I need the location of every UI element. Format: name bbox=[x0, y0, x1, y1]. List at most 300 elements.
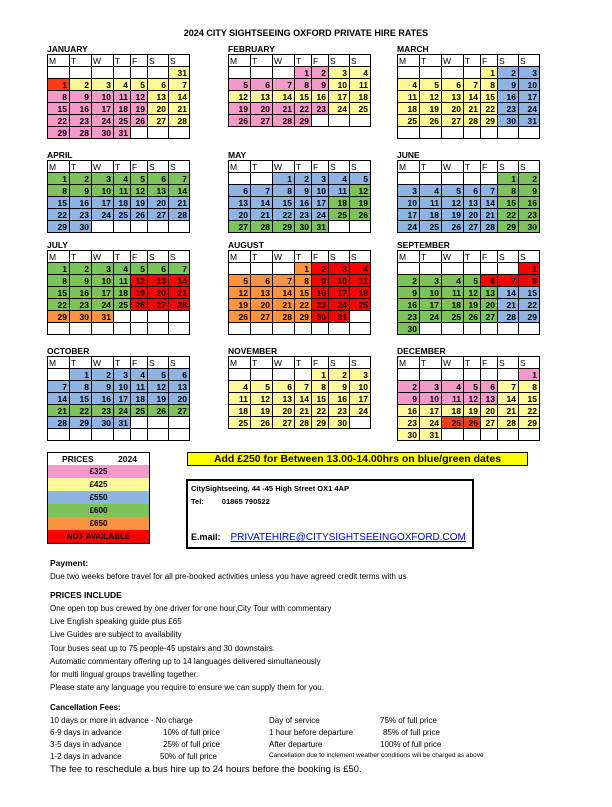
tel-label: Tel: bbox=[191, 497, 204, 506]
date-cell: 8 bbox=[295, 275, 312, 287]
date-cell: 3 bbox=[398, 185, 420, 197]
prices-include-line: Automatic commentary offering up to 14 languages delivered simultaneously bbox=[50, 656, 321, 666]
date-cell: 15 bbox=[295, 91, 312, 103]
month-name: MAY bbox=[228, 150, 247, 160]
date-cell: 22 bbox=[273, 209, 295, 221]
empty-cell bbox=[519, 323, 540, 335]
date-cell: 26 bbox=[131, 299, 148, 311]
empty-cell bbox=[442, 127, 464, 139]
date-cell: 9 bbox=[498, 79, 519, 91]
weekday-header: M bbox=[48, 161, 70, 173]
week-row bbox=[229, 275, 371, 287]
date-cell: 24 bbox=[92, 115, 114, 127]
date-cell: 30 bbox=[498, 115, 519, 127]
date-cell: 11 bbox=[114, 275, 131, 287]
date-cell: 17 bbox=[114, 393, 131, 405]
date-cell: 14 bbox=[273, 91, 295, 103]
week-row bbox=[398, 323, 540, 335]
date-cell: 19 bbox=[148, 393, 169, 405]
empty-cell bbox=[350, 417, 371, 429]
weekday-header: T bbox=[295, 55, 312, 67]
prices-include-line: for multi lingual groups travelling together. bbox=[50, 670, 199, 679]
empty-cell bbox=[251, 369, 273, 381]
date-cell: 6 bbox=[481, 381, 498, 393]
empty-cell bbox=[131, 127, 148, 139]
date-cell: 24 bbox=[329, 103, 350, 115]
empty-cell bbox=[464, 369, 481, 381]
date-cell: 2 bbox=[312, 67, 329, 79]
date-cell: 8 bbox=[70, 381, 92, 393]
date-cell: 12 bbox=[464, 287, 481, 299]
date-cell: 19 bbox=[251, 405, 273, 417]
empty-cell bbox=[519, 127, 540, 139]
weekday-header: M bbox=[48, 55, 70, 67]
contact-email bbox=[191, 532, 466, 543]
date-cell: 22 bbox=[70, 405, 92, 417]
date-cell: 24 bbox=[312, 209, 329, 221]
empty-cell bbox=[92, 67, 114, 79]
date-cell: 22 bbox=[519, 299, 540, 311]
date-cell: 16 bbox=[312, 91, 329, 103]
cancel-right-label: Day of service bbox=[269, 716, 320, 725]
date-cell: 7 bbox=[498, 275, 519, 287]
week-row bbox=[398, 381, 540, 393]
week-row bbox=[229, 405, 371, 417]
date-cell: 26 bbox=[442, 221, 464, 233]
date-cell: 10 bbox=[519, 79, 540, 91]
week-row bbox=[229, 221, 371, 233]
week-row bbox=[398, 79, 540, 91]
week-row bbox=[398, 263, 540, 275]
weekday-header: S bbox=[329, 161, 350, 173]
empty-cell bbox=[169, 127, 190, 139]
week-row bbox=[229, 381, 371, 393]
empty-cell bbox=[398, 67, 420, 79]
weekday-header: F bbox=[312, 251, 329, 263]
weekday-header: F bbox=[312, 161, 329, 173]
cancel-left-label: 10 days or more in advance - No charge bbox=[50, 716, 193, 725]
weekday-header: T bbox=[295, 357, 312, 369]
date-cell: 9 bbox=[295, 185, 312, 197]
date-cell: 3 bbox=[420, 381, 442, 393]
weekday-header: T bbox=[295, 251, 312, 263]
empty-cell bbox=[70, 429, 92, 441]
week-row bbox=[48, 275, 190, 287]
legend-item: £425 bbox=[48, 478, 149, 491]
date-cell: 20 bbox=[169, 393, 190, 405]
week-row bbox=[229, 263, 371, 275]
date-cell: 5 bbox=[131, 263, 148, 275]
date-cell: 30 bbox=[312, 311, 329, 323]
date-cell: 26 bbox=[420, 115, 442, 127]
week-row bbox=[48, 369, 190, 381]
empty-cell bbox=[350, 221, 371, 233]
empty-cell bbox=[114, 67, 131, 79]
weekday-header-row bbox=[48, 357, 190, 369]
week-row bbox=[398, 185, 540, 197]
date-cell: 9 bbox=[398, 393, 420, 405]
date-cell: 8 bbox=[312, 381, 329, 393]
weekday-header: S bbox=[498, 357, 519, 369]
email-link[interactable]: PRIVATEHIRE@CITYSIGHTSEEINGOXFORD.COM bbox=[230, 532, 466, 543]
date-cell: 31 bbox=[329, 311, 350, 323]
weekday-header: T bbox=[70, 161, 92, 173]
week-row bbox=[229, 311, 371, 323]
weekday-header: T bbox=[114, 161, 131, 173]
week-row bbox=[229, 299, 371, 311]
empty-cell bbox=[481, 323, 498, 335]
date-cell: 9 bbox=[92, 381, 114, 393]
week-row bbox=[229, 79, 371, 91]
page-title: 2024 CITY SIGHTSEEING OXFORD PRIVATE HIRE RATES bbox=[183, 28, 429, 38]
weekday-header: W bbox=[273, 251, 295, 263]
date-cell: 18 bbox=[114, 103, 131, 115]
date-cell: 6 bbox=[148, 263, 169, 275]
weekday-header: S bbox=[148, 357, 169, 369]
empty-cell bbox=[92, 323, 114, 335]
weekday-header: M bbox=[48, 251, 70, 263]
date-cell: 13 bbox=[481, 393, 498, 405]
date-cell: 8 bbox=[48, 185, 70, 197]
date-cell: 6 bbox=[229, 185, 251, 197]
empty-cell bbox=[329, 323, 350, 335]
date-cell: 22 bbox=[312, 405, 329, 417]
date-cell: 21 bbox=[48, 405, 70, 417]
empty-cell bbox=[114, 429, 131, 441]
date-cell: 12 bbox=[442, 197, 464, 209]
week-row bbox=[48, 127, 190, 139]
weekday-header: S bbox=[519, 55, 540, 67]
date-cell: 27 bbox=[148, 299, 169, 311]
cancel-left-label: 3-5 days in advance bbox=[50, 740, 122, 749]
date-cell: 30 bbox=[70, 311, 92, 323]
date-cell: 13 bbox=[251, 287, 273, 299]
date-cell: 4 bbox=[442, 381, 464, 393]
date-cell: 31 bbox=[114, 127, 131, 139]
date-cell: 30 bbox=[398, 323, 420, 335]
date-cell: 5 bbox=[131, 79, 148, 91]
date-cell: 13 bbox=[251, 91, 273, 103]
legend-header-prices: PRICES bbox=[62, 454, 94, 464]
weekday-header: W bbox=[442, 251, 464, 263]
date-cell: 13 bbox=[148, 185, 169, 197]
month-october bbox=[47, 346, 188, 441]
empty-cell bbox=[131, 311, 148, 323]
week-row bbox=[398, 405, 540, 417]
empty-cell bbox=[169, 311, 190, 323]
date-cell: 22 bbox=[481, 103, 498, 115]
date-cell: 6 bbox=[148, 173, 169, 185]
cancel-right-value: 100% of full price bbox=[380, 740, 442, 749]
empty-cell bbox=[464, 67, 481, 79]
empty-cell bbox=[229, 323, 251, 335]
week-row bbox=[229, 209, 371, 221]
weekday-header: T bbox=[70, 55, 92, 67]
empty-cell bbox=[169, 429, 190, 441]
date-cell: 1 bbox=[481, 67, 498, 79]
weekday-header: T bbox=[114, 251, 131, 263]
weekday-header: S bbox=[329, 55, 350, 67]
date-cell: 25 bbox=[350, 299, 371, 311]
month-table bbox=[47, 250, 190, 335]
date-cell: 30 bbox=[519, 221, 540, 233]
date-cell: 6 bbox=[442, 79, 464, 91]
date-cell: 18 bbox=[442, 405, 464, 417]
weekday-header: S bbox=[350, 55, 371, 67]
month-name: MARCH bbox=[397, 44, 429, 54]
date-cell: 11 bbox=[420, 197, 442, 209]
legend-header-year: 2024 bbox=[118, 454, 137, 464]
week-row bbox=[398, 311, 540, 323]
date-cell: 14 bbox=[498, 287, 519, 299]
empty-cell bbox=[420, 173, 442, 185]
date-cell: 16 bbox=[295, 197, 312, 209]
week-row bbox=[398, 393, 540, 405]
weekday-header: T bbox=[420, 161, 442, 173]
tel-number: 01865 790522 bbox=[221, 497, 270, 506]
date-cell: 13 bbox=[273, 393, 295, 405]
date-cell: 26 bbox=[229, 115, 251, 127]
weekday-header: S bbox=[169, 55, 190, 67]
date-cell: 13 bbox=[481, 287, 498, 299]
cancel-left-value: 50% of full price bbox=[160, 752, 217, 761]
week-row bbox=[229, 323, 371, 335]
date-cell: 11 bbox=[114, 185, 131, 197]
date-cell: 7 bbox=[169, 173, 190, 185]
week-row bbox=[48, 405, 190, 417]
date-cell: 17 bbox=[312, 197, 329, 209]
date-cell: 10 bbox=[312, 185, 329, 197]
date-cell: 4 bbox=[131, 369, 148, 381]
weekday-header: T bbox=[251, 55, 273, 67]
week-row bbox=[229, 115, 371, 127]
weekday-header: S bbox=[148, 161, 169, 173]
date-cell: 10 bbox=[92, 185, 114, 197]
date-cell: 29 bbox=[295, 311, 312, 323]
week-row bbox=[48, 103, 190, 115]
empty-cell bbox=[169, 323, 190, 335]
date-cell: 1 bbox=[498, 173, 519, 185]
empty-cell bbox=[131, 221, 148, 233]
date-cell: 8 bbox=[48, 91, 70, 103]
month-january bbox=[47, 44, 188, 139]
weekday-header: S bbox=[519, 251, 540, 263]
surcharge-banner: Add £250 for Between 13.00-14.00hrs on blue/green dates bbox=[187, 452, 528, 466]
date-cell: 7 bbox=[481, 185, 498, 197]
weekday-header: W bbox=[92, 357, 114, 369]
week-row bbox=[48, 263, 190, 275]
date-cell: 14 bbox=[48, 393, 70, 405]
week-row bbox=[229, 103, 371, 115]
weekday-header: S bbox=[148, 55, 169, 67]
date-cell: 17 bbox=[329, 91, 350, 103]
week-row bbox=[229, 173, 371, 185]
week-row bbox=[48, 393, 190, 405]
date-cell: 15 bbox=[312, 393, 329, 405]
weekday-header: F bbox=[131, 357, 148, 369]
date-cell: 18 bbox=[442, 299, 464, 311]
month-table bbox=[228, 356, 371, 429]
date-cell: 1 bbox=[295, 263, 312, 275]
weekday-header: S bbox=[350, 251, 371, 263]
prices-include-line: Please state any language you require to ensure we can supply them for you. bbox=[50, 683, 324, 693]
weekday-header: S bbox=[329, 251, 350, 263]
date-cell: 5 bbox=[420, 79, 442, 91]
date-cell: 3 bbox=[92, 173, 114, 185]
date-cell: 29 bbox=[48, 221, 70, 233]
month-table bbox=[47, 356, 190, 441]
date-cell: 27 bbox=[148, 209, 169, 221]
date-cell: 7 bbox=[169, 79, 190, 91]
week-row bbox=[48, 79, 190, 91]
week-row bbox=[398, 197, 540, 209]
empty-cell bbox=[398, 369, 420, 381]
week-row bbox=[229, 393, 371, 405]
date-cell: 13 bbox=[169, 381, 190, 393]
date-cell: 4 bbox=[114, 263, 131, 275]
weekday-header: T bbox=[114, 357, 131, 369]
date-cell: 10 bbox=[114, 381, 131, 393]
date-cell: 14 bbox=[498, 393, 519, 405]
date-cell: 14 bbox=[251, 197, 273, 209]
week-row bbox=[48, 311, 190, 323]
date-cell: 22 bbox=[498, 209, 519, 221]
weekday-header: W bbox=[92, 55, 114, 67]
date-cell: 25 bbox=[114, 115, 131, 127]
date-cell: 5 bbox=[442, 185, 464, 197]
empty-cell bbox=[251, 67, 273, 79]
empty-cell bbox=[420, 127, 442, 139]
empty-cell bbox=[481, 429, 498, 441]
week-row bbox=[398, 91, 540, 103]
date-cell: 12 bbox=[131, 275, 148, 287]
date-cell: 19 bbox=[464, 405, 481, 417]
weekday-header: W bbox=[442, 55, 464, 67]
date-cell: 26 bbox=[229, 311, 251, 323]
date-cell: 30 bbox=[92, 127, 114, 139]
empty-cell bbox=[131, 417, 148, 429]
weekday-header-row bbox=[48, 251, 190, 263]
weekday-header: W bbox=[273, 55, 295, 67]
date-cell: 13 bbox=[229, 197, 251, 209]
date-cell: 23 bbox=[295, 209, 312, 221]
empty-cell bbox=[148, 429, 169, 441]
week-row bbox=[48, 91, 190, 103]
month-may bbox=[228, 150, 369, 233]
date-cell: 29 bbox=[273, 221, 295, 233]
date-cell: 13 bbox=[148, 275, 169, 287]
empty-cell bbox=[251, 173, 273, 185]
weekday-header: T bbox=[464, 55, 481, 67]
empty-cell bbox=[48, 323, 70, 335]
date-cell: 30 bbox=[295, 221, 312, 233]
weekday-header: S bbox=[329, 357, 350, 369]
date-cell: 25 bbox=[329, 209, 350, 221]
date-cell: 3 bbox=[114, 369, 131, 381]
date-cell: 28 bbox=[464, 115, 481, 127]
contact-box bbox=[186, 479, 474, 549]
empty-cell bbox=[48, 429, 70, 441]
date-cell: 2 bbox=[295, 173, 312, 185]
date-cell: 22 bbox=[295, 299, 312, 311]
date-cell: 8 bbox=[498, 185, 519, 197]
date-cell: 21 bbox=[169, 287, 190, 299]
date-cell: 5 bbox=[464, 381, 481, 393]
date-cell: 14 bbox=[169, 275, 190, 287]
date-cell: 18 bbox=[350, 91, 371, 103]
date-cell: 12 bbox=[131, 91, 148, 103]
weekday-header: F bbox=[131, 55, 148, 67]
date-cell: 20 bbox=[273, 405, 295, 417]
date-cell: 7 bbox=[498, 381, 519, 393]
date-cell: 2 bbox=[312, 263, 329, 275]
date-cell: 19 bbox=[464, 299, 481, 311]
weekday-header-row bbox=[48, 55, 190, 67]
week-row bbox=[398, 127, 540, 139]
date-cell: 29 bbox=[312, 417, 329, 429]
date-cell: 28 bbox=[498, 311, 519, 323]
empty-cell bbox=[48, 369, 70, 381]
week-row bbox=[48, 185, 190, 197]
empty-cell bbox=[114, 311, 131, 323]
empty-cell bbox=[350, 115, 371, 127]
weekday-header: S bbox=[169, 161, 190, 173]
date-cell: 6 bbox=[273, 381, 295, 393]
date-cell: 25 bbox=[442, 311, 464, 323]
month-table bbox=[47, 160, 190, 233]
date-cell: 13 bbox=[442, 91, 464, 103]
date-cell: 6 bbox=[169, 369, 190, 381]
date-cell: 4 bbox=[350, 67, 371, 79]
date-cell: 7 bbox=[251, 185, 273, 197]
empty-cell bbox=[498, 263, 519, 275]
cancel-left-label: 1-2 days in advance bbox=[50, 752, 122, 761]
date-cell: 10 bbox=[398, 197, 420, 209]
prices-include-line: Tour buses seat up to 75 people-45 upstairs and 30 downstairs. bbox=[50, 643, 276, 653]
date-cell: 23 bbox=[519, 209, 540, 221]
date-cell: 18 bbox=[114, 287, 131, 299]
date-cell: 3 bbox=[420, 275, 442, 287]
weekday-header: T bbox=[464, 357, 481, 369]
date-cell: 26 bbox=[131, 115, 148, 127]
date-cell: 23 bbox=[70, 209, 92, 221]
date-cell: 8 bbox=[519, 381, 540, 393]
empty-cell bbox=[464, 127, 481, 139]
date-cell: 24 bbox=[92, 209, 114, 221]
date-cell: 19 bbox=[420, 103, 442, 115]
date-cell: 26 bbox=[464, 311, 481, 323]
prices-include-line: Live English speaking guide plus £65 bbox=[50, 617, 182, 627]
date-cell: 21 bbox=[295, 405, 312, 417]
week-row bbox=[398, 417, 540, 429]
empty-cell bbox=[273, 67, 295, 79]
date-cell: 12 bbox=[229, 91, 251, 103]
weekday-header: S bbox=[148, 251, 169, 263]
date-cell: 6 bbox=[251, 79, 273, 91]
week-row bbox=[229, 67, 371, 79]
weekday-header-row bbox=[398, 55, 540, 67]
date-cell: 16 bbox=[70, 197, 92, 209]
prices-include-heading: PRICES INCLUDE bbox=[50, 590, 122, 600]
empty-cell bbox=[273, 369, 295, 381]
empty-cell bbox=[131, 429, 148, 441]
weekday-header: T bbox=[114, 55, 131, 67]
date-cell: 9 bbox=[329, 381, 350, 393]
date-cell: 15 bbox=[481, 91, 498, 103]
date-cell: 27 bbox=[251, 311, 273, 323]
empty-cell bbox=[229, 173, 251, 185]
contact-tel bbox=[191, 497, 270, 506]
